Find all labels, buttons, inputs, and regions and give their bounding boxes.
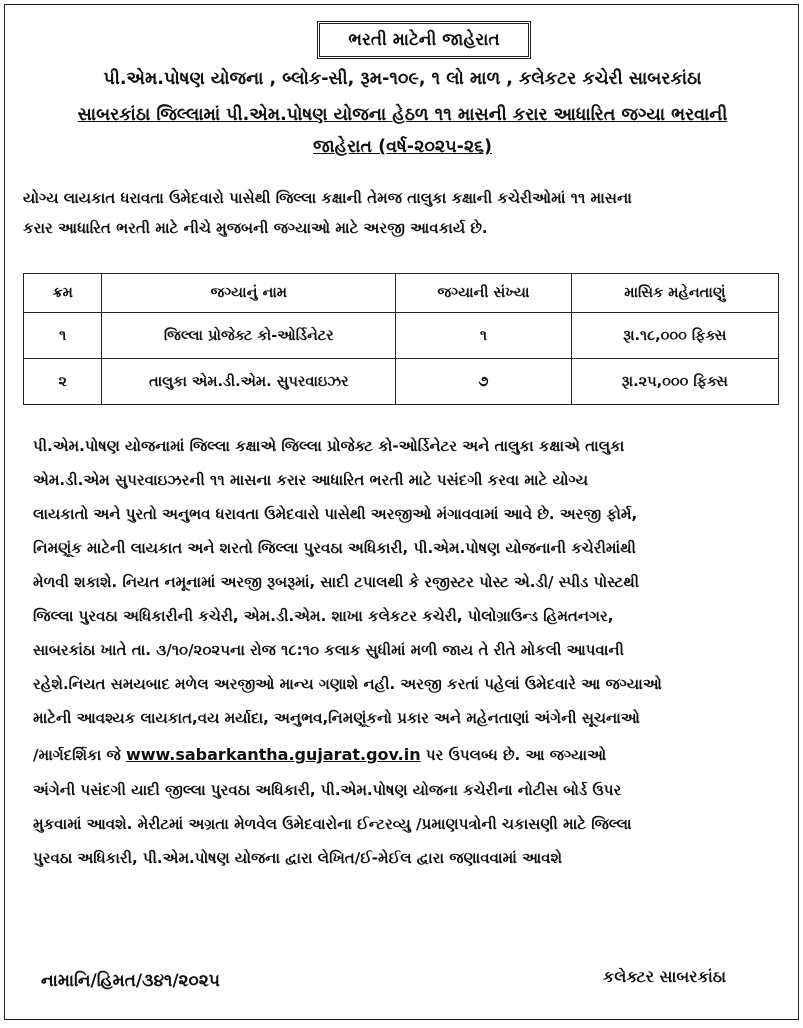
headline-address: પી.એમ.પોષણ યોજના , બ્લોક-સી, રૂમ-૧૦૯, ૧ લો માળ , કલેકટર કચેરી સાબરકાંઠા [103,69,702,89]
header-salary: માસિક મહેનતાણું [571,274,778,313]
row-serial: ૧ [24,313,102,359]
body-line: પુરવઠા અધિકારી, પી.એમ.પોષણ યોજના દ્વારા લેખિત/ઈ-મેઈલ દ્વારા જણાવવામાં આવશે [33,849,563,867]
table-row [24,359,779,405]
notice-title: ભરતી માટેની જાહેરાત [317,21,531,59]
body-line: મુકવામાં આવશે. મેરીટમાં અગ્રતા મેળવેલ ઉમેદવારોના ઈન્ટરવ્યુ /પ્રમાણપત્રોની ચકાસણી માટે જિલ્લા [33,815,632,833]
signatory: કલેક્ટર સાબરકાંઠા [602,967,726,986]
row-salary: રૂા.૧૮,૦૦૦ ફિક્સ [571,313,778,359]
intro-line-2: કરાર આધારિત ભરતી માટે નીચે મુજબની જગ્યાઓ માટે અરજી આવકાર્ય છે. [23,219,488,237]
header-post-count: જગ્યાની સંખ્યા [396,274,571,313]
intro-line-1: યોગ્ય લાયકાત ધરાવતા ઉમેદવારો પાસેથી જિલ્લા કક્ષાની તેમજ તાલુકા કક્ષાની કચેરીઓમાં ૧૧ માસના [23,189,632,207]
body-line: સાબરકાંઠા ખાતે તા. ૩/૧૦/૨૦૨૫ના રોજ ૧૮:૧૦ કલાક સુધીમાં મળી જાય તે રીતે મોકલી આપવાની [33,641,624,659]
body-line: માટેની આવશ્યક લાયકાત,વય મર્યાદા, અનુભવ,નિમણૂંકનો પ્રકાર અને મહેનતાણાં અંગેની સૂચનાઓ [33,709,640,727]
body-line: નિમણૂંક માટેની લાયકાત અને શરતો જિલ્લા પુરવઠા અધિકારી, પી.એમ.પોષણ યોજનાની કચેરીમાંથી [33,539,636,557]
body-line-url [33,745,785,764]
vacancy-table [23,273,779,405]
reference-number: નામાનિ/હિમત/૩૪૧/૨૦૨૫ [41,971,220,991]
body-line-suffix: પર ઉપલબ્ધ છે. આ જગ્યાઓ [425,746,607,764]
body-line: એમ.ડી.એમ સુપરવાઇઝરની ૧૧ માસના કરાર આધારિત ભરતી માટે પસંદગી કરવા માટે યોગ્ય [33,471,588,489]
header-post-name: જગ્યાનું નામ [102,274,396,313]
row-post-count: ૭ [396,359,571,405]
notice-page [4,4,799,1020]
headline-subject: સાબરકાંઠા જિલ્લામાં પી.એમ.પોષણ યોજના હેઠળ ૧૧ માસની કરાર આધારિત જગ્યા ભરવાની [77,105,728,125]
headline-year: જાહેરાત (વર્ષ-૨૦૨૫-૨૬) [313,137,492,157]
body-line: લાયકાતો અને પુરતો અનુભવ ધરાવતા ઉમેદવારો પાસેથી અરજીઓ મંગાવવામાં આવે છે. અરજી ફોર્મ, [33,505,638,523]
row-post-name: તાલુકા એમ.ડી.એમ. સુપરવાઇઝર [102,359,396,405]
row-salary: રૂા.૨૫,૦૦૦ ફિક્સ [571,359,778,405]
website-link[interactable]: www.sabarkantha.gujarat.gov.in [125,745,421,764]
body-line: પી.એમ.પોષણ યોજનામાં જિલ્લા કક્ષાએ જિલ્લા પ્રોજેક્ટ કો-ઓર્ડિનેટર અને તાલુકા કક્ષાએ તાલુકા [33,437,625,455]
table-row [24,313,779,359]
body-line-prefix: /માર્ગદર્શિકા જે [33,746,121,764]
row-serial: ૨ [24,359,102,405]
header-serial: ક્રમ [24,274,102,313]
body-line: જિલ્લા પુરવઠા અધિકારીની કચેરી, એમ.ડી.એમ. શાખા કલેકટર કચેરી, પોલોગ્રાઉન્ડ હિમતનગર, [33,607,614,625]
row-post-count: ૧ [396,313,571,359]
body-line: મેળવી શકાશે. નિયત નમૂનામાં અરજી રૂબરૂમાં, સાદી ટપાલથી કે રજીસ્ટર પોસ્ટ એ.ડી/ સ્પીડ પોસ્ટથી [33,573,640,591]
row-post-name: જિલ્લા પ્રોજેક્ટ કો-ઓર્ડિનેટર [102,313,396,359]
body-line: અંગેની પસંદગી યાદી જીલ્લા પુરવઠા અધિકારી, પી.એમ.પોષણ યોજના કચેરીના નોટીસ બોર્ડ ઉપર [33,781,622,799]
table-header-row [24,274,779,313]
body-line: રહેશે.નિયત સમયબાદ મળેલ અરજીઓ માન્ય ગણાશે નહી. અરજી કરતાં પહેલાં ઉમેદવારે આ જગ્યાઓ [33,675,662,693]
